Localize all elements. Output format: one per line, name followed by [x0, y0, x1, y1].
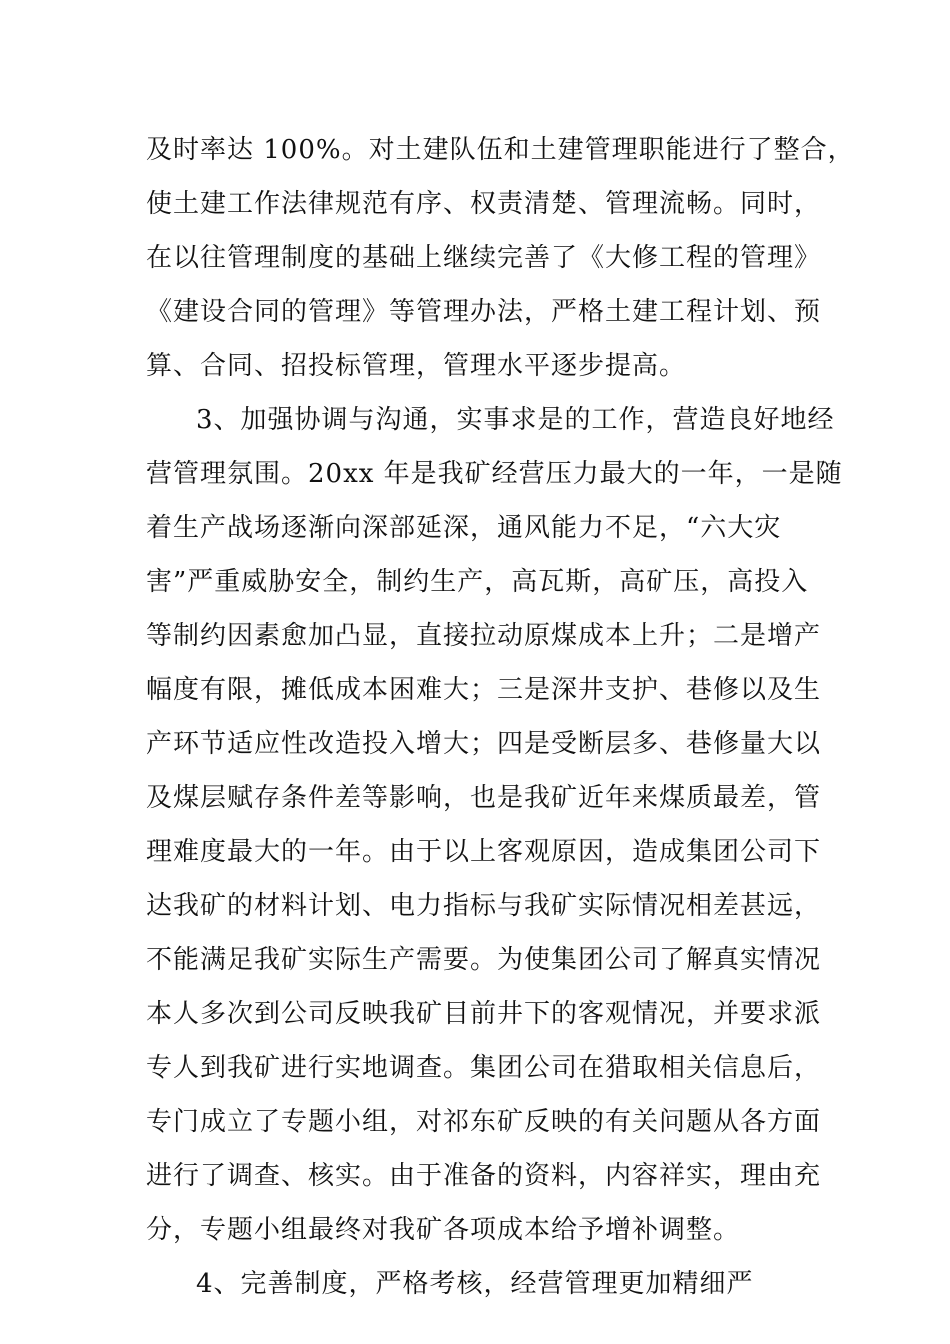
text-line: 及时率达 100%。对土建队伍和土建管理职能进行了整合，	[146, 135, 855, 165]
text-line: 产环节适应性改造投入增大；四是受断层多、巷修量大以	[146, 729, 822, 759]
text-line: 幅度有限，摊低成本困难大；三是深井支护、巷修以及生	[146, 675, 822, 705]
paragraph-4-heading-line: 4、完善制度，严格考核，经营管理更加精细严	[196, 1269, 754, 1299]
text-line: 进行了调查、核实。由于准备的资料，内容祥实，理由充	[146, 1161, 822, 1191]
text-line: 专人到我矿进行实地调查。集团公司在猎取相关信息后，	[146, 1053, 822, 1083]
text-line: 分，专题小组最终对我矿各项成本给予增补调整。	[146, 1215, 741, 1245]
text-line: 营管理氛围。20xx 年是我矿经营压力最大的一年，一是随	[146, 459, 843, 489]
text-line: 及煤层赋存条件差等影响，也是我矿近年来煤质最差，管	[146, 783, 822, 813]
text-line: 理难度最大的一年。由于以上客观原因，造成集团公司下	[146, 837, 822, 867]
text-line: 达我矿的材料计划、电力指标与我矿实际情况相差甚远，	[146, 891, 822, 921]
text-line: 本人多次到公司反映我矿目前井下的客观情况，并要求派	[146, 999, 822, 1029]
text-line: 在以往管理制度的基础上继续完善了《大修工程的管理》	[146, 243, 822, 273]
text-line: 使土建工作法律规范有序、权责清楚、管理流畅。同时，	[146, 189, 822, 219]
text-line: 《建设合同的管理》等管理办法，严格土建工程计划、预	[146, 297, 822, 327]
text-line: 专门成立了专题小组，对祁东矿反映的有关问题从各方面	[146, 1107, 822, 1137]
text-line: 着生产战场逐渐向深部延深，通风能力不足，“六大灾	[146, 513, 782, 543]
text-line: 不能满足我矿实际生产需要。为使集团公司了解真实情况	[146, 945, 822, 975]
text-line: 等制约因素愈加凸显，直接拉动原煤成本上升；二是增产	[146, 621, 822, 651]
text-line: 害”严重威胁安全，制约生产，高瓦斯，高矿压，高投入	[146, 567, 809, 597]
paragraph-3-heading-line: 3、加强协调与沟通，实事求是的工作，营造良好地经	[196, 405, 835, 435]
text-line: 算、合同、招投标管理，管理水平逐步提高。	[146, 351, 687, 381]
